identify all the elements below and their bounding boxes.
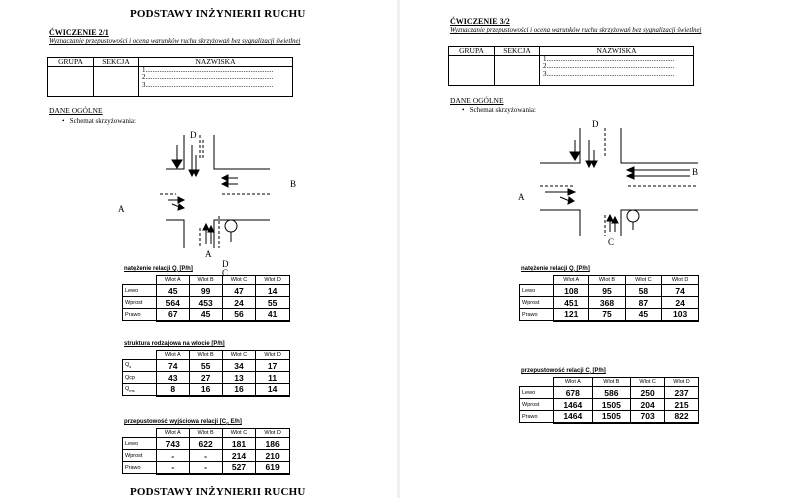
table1: [519, 275, 699, 322]
value-cell: 368: [589, 297, 625, 309]
value-cell: 108: [554, 285, 589, 297]
column-header: Wlot D: [256, 351, 290, 360]
value-cell: 55: [189, 360, 222, 372]
value-cell: 47: [222, 285, 256, 297]
value-cell: 622: [189, 438, 222, 450]
value-cell: 527: [222, 462, 256, 474]
table-row: [520, 309, 699, 321]
table-header-row: [123, 276, 290, 285]
table-row: [123, 438, 290, 450]
column-header: Wlot C: [222, 429, 256, 438]
table-header-row: [520, 276, 699, 285]
value-cell: 17: [256, 360, 290, 372]
table2-caption: struktura rodzajowa na wlocie [P/h]: [124, 341, 225, 347]
names-header: NAZWISKA: [540, 47, 694, 56]
column-header: Wlot B: [189, 429, 222, 438]
table-row: [123, 462, 290, 474]
section-header: SEKCJA: [495, 47, 540, 56]
row-label: Lewo: [520, 387, 554, 399]
arrow-a-straight: [545, 189, 575, 195]
arrow-c-left: [612, 217, 618, 232]
arrow-b-left: [222, 175, 238, 181]
value-cell: 703: [631, 411, 665, 423]
value-cell: 250: [631, 387, 665, 399]
footer-title: PODSTAWY INŻYNIERII RUCHU: [130, 486, 306, 498]
value-cell: 586: [592, 387, 631, 399]
label-c: C: [608, 237, 615, 247]
row-label: Wprost: [520, 297, 554, 309]
value-cell: 121: [554, 309, 589, 321]
table1: [122, 275, 290, 322]
column-header: Wlot A: [554, 378, 593, 387]
row-label: Wprost: [123, 297, 157, 309]
value-cell: 74: [157, 360, 190, 372]
row-label: Lewo: [520, 285, 554, 297]
value-cell: 95: [589, 285, 625, 297]
value-cell: 14: [256, 384, 290, 396]
value-cell: 453: [189, 297, 222, 309]
road-edge-se: [214, 220, 270, 248]
table1-caption: natężenie relacji $Q_i$ [P/h]: [521, 266, 590, 274]
table-header-row: [520, 378, 699, 387]
bullet-item: • Schemat skrzyżowania:: [462, 106, 536, 114]
value-cell: 451: [554, 297, 589, 309]
value-cell: 45: [625, 309, 662, 321]
right-page: [400, 0, 800, 498]
label-d: D: [592, 119, 599, 129]
corner-cell: [123, 429, 157, 438]
value-cell: 1464: [554, 399, 593, 411]
column-header: Wlot C: [222, 276, 256, 285]
column-header: Wlot D: [662, 276, 699, 285]
column-header: Wlot A: [157, 276, 190, 285]
value-cell: 24: [662, 297, 699, 309]
column-header: Wlot C: [222, 351, 256, 360]
value-cell: 45: [189, 309, 222, 321]
label-a2: A: [205, 249, 212, 259]
value-cell: 186: [256, 438, 290, 450]
arrow-d-right: [193, 155, 199, 176]
value-cell: 619: [256, 462, 290, 474]
table2: [122, 350, 290, 397]
table3-caption: przepustowość wyjściowa relacji [$C_i$, E/h]: [124, 419, 242, 427]
label-b: B: [290, 179, 297, 189]
value-cell: 56: [222, 309, 256, 321]
column-header: Wlot D: [665, 378, 699, 387]
intersection-diagram: [0, 0, 400, 300]
arrow-b-straight: [222, 181, 238, 187]
stop-sign-icon: [627, 210, 639, 222]
value-cell: -: [189, 462, 222, 474]
value-cell: 55: [256, 297, 290, 309]
value-cell: 743: [157, 438, 190, 450]
label-b: B: [692, 167, 699, 177]
road-edge-ne: [214, 135, 270, 169]
arrow-c-straight: [203, 224, 209, 244]
value-cell: 67: [157, 309, 190, 321]
names-header: NAZWISKA: [139, 58, 293, 67]
value-cell: 215: [665, 399, 699, 411]
column-header: Wlot A: [554, 276, 589, 285]
value-cell: -: [157, 462, 190, 474]
value-cell: 564: [157, 297, 190, 309]
table-row: [520, 297, 699, 309]
section-header: SEKCJA: [94, 58, 139, 67]
value-cell: 27: [189, 372, 222, 384]
table2: [519, 377, 699, 424]
column-header: Wlot C: [625, 276, 662, 285]
column-header: Wlot A: [157, 351, 190, 360]
value-cell: 58: [625, 285, 662, 297]
value-cell: 34: [222, 360, 256, 372]
column-header: Wlot C: [631, 378, 665, 387]
label-a: A: [118, 204, 125, 214]
value-cell: -: [189, 450, 222, 462]
table-row: [123, 360, 290, 372]
value-cell: 16: [222, 384, 256, 396]
column-header: Wlot D: [256, 429, 290, 438]
table-row: [520, 285, 699, 297]
yield-sign-icon: [172, 145, 182, 168]
table-header-row: [123, 429, 290, 438]
table1-caption: natężenie relacji $Q_i$ [P/h]: [124, 266, 193, 274]
value-cell: 24: [222, 297, 256, 309]
value-cell: 822: [665, 411, 699, 423]
value-cell: 237: [665, 387, 699, 399]
arrow-b-right: [627, 173, 690, 179]
dane-heading: DANE OGÓLNE: [49, 106, 103, 115]
row-label: Lewo: [123, 285, 157, 297]
exercise-subtitle: Wyznaczanie przepustowości i ocena warunków ruchu skrzyżowań bez sygnalizacji świetlnej: [49, 38, 301, 45]
name-line-3: 3.........................................................................: [543, 69, 675, 78]
corner-cell: [520, 276, 554, 285]
exercise-title: ĆWICZENIE 2/1: [49, 28, 109, 37]
arrow-a-right: [560, 197, 574, 204]
arrow-a-right: [172, 204, 184, 210]
row-label: Prawo: [520, 411, 554, 423]
table-row: [123, 309, 290, 321]
dane-heading: DANE OGÓLNE: [450, 96, 504, 105]
table-row: [123, 297, 290, 309]
value-cell: 13: [222, 372, 256, 384]
table-row: [520, 411, 699, 423]
column-header: Wlot B: [592, 378, 631, 387]
table3: [122, 428, 290, 475]
value-cell: 214: [222, 450, 256, 462]
table-row: [520, 399, 699, 411]
exercise-subtitle: Wyznaczanie przepustowości i ocena warunków ruchu skrzyżowań bez sygnalizacji świetlnej: [450, 27, 702, 34]
name-line-2: 2.........................................................................: [142, 73, 274, 82]
value-cell: 74: [662, 285, 699, 297]
row-label: Lewo: [123, 438, 157, 450]
arrow-d-straight: [586, 140, 592, 167]
label-c: C: [222, 268, 229, 278]
column-header: Wlot D: [256, 276, 290, 285]
row-label: Prawo: [123, 309, 157, 321]
value-cell: -: [157, 450, 190, 462]
value-cell: 103: [662, 309, 699, 321]
corner-cell: [520, 378, 554, 387]
value-cell: 1505: [592, 399, 631, 411]
corner-cell: [123, 276, 157, 285]
stop-sign-icon: [225, 220, 237, 232]
table-row: [123, 384, 290, 396]
value-cell: 99: [189, 285, 222, 297]
label-a: A: [518, 192, 525, 202]
intersection-diagram: [400, 0, 800, 300]
yield-sign-icon: [570, 140, 580, 160]
value-cell: 8: [157, 384, 190, 396]
row-label: $Q_{ms}$: [123, 384, 157, 396]
row-label: Prawo: [123, 462, 157, 474]
row-label: $Q_s$: [123, 360, 157, 372]
page-title: PODSTAWY INŻYNIERII RUCHU: [130, 8, 306, 20]
value-cell: 181: [222, 438, 256, 450]
column-header: Wlot A: [157, 429, 190, 438]
bullet-text: Schemat skrzyżowania:: [469, 106, 536, 114]
table2-caption: przepustowość relacji $C_i$ [P/h]: [521, 368, 606, 376]
column-header: Wlot B: [189, 351, 222, 360]
value-cell: 204: [631, 399, 665, 411]
column-header: Wlot B: [589, 276, 625, 285]
label-d: D: [190, 130, 197, 140]
arrow-d-right: [591, 150, 597, 167]
corner-cell: [123, 351, 157, 360]
column-header: Wlot B: [189, 276, 222, 285]
table-header-row: [123, 351, 290, 360]
label-d2: D: [222, 259, 229, 269]
road-edge-sw: [540, 210, 580, 236]
road-edge-sw: [166, 220, 184, 248]
value-cell: 14: [256, 285, 290, 297]
arrow-a-straight: [168, 197, 184, 203]
value-cell: 41: [256, 309, 290, 321]
value-cell: 87: [625, 297, 662, 309]
name-line-2: 2.........................................................................: [543, 62, 675, 71]
name-line-3: 3.........................................................................: [142, 80, 274, 89]
value-cell: 16: [189, 384, 222, 396]
table-row: [123, 372, 290, 384]
table-row: [520, 387, 699, 399]
value-cell: 678: [554, 387, 593, 399]
group-header: GRUPA: [449, 47, 495, 56]
value-cell: 1464: [554, 411, 593, 423]
name-line-1: 1.........................................................................: [543, 55, 675, 63]
value-cell: 11: [256, 372, 290, 384]
table-row: [123, 285, 290, 297]
exercise-title: ĆWICZENIE 3/2: [450, 17, 510, 26]
bullet-item: • Schemat skrzyżowania:: [62, 117, 136, 125]
row-label: Qcp: [123, 372, 157, 384]
bullet-text: Schemat skrzyżowania:: [69, 117, 136, 125]
row-label: Prawo: [520, 309, 554, 321]
name-line-1: 1.........................................................................: [142, 66, 274, 74]
value-cell: 1505: [592, 411, 631, 423]
group-header: GRUPA: [48, 58, 94, 67]
value-cell: 210: [256, 450, 290, 462]
arrow-b-straight: [627, 167, 690, 173]
value-cell: 43: [157, 372, 190, 384]
row-label: Wprost: [520, 399, 554, 411]
value-cell: 75: [589, 309, 625, 321]
road-edge-ne: [621, 128, 698, 163]
row-label: Wprost: [123, 450, 157, 462]
table-row: [123, 450, 290, 462]
value-cell: 45: [157, 285, 190, 297]
